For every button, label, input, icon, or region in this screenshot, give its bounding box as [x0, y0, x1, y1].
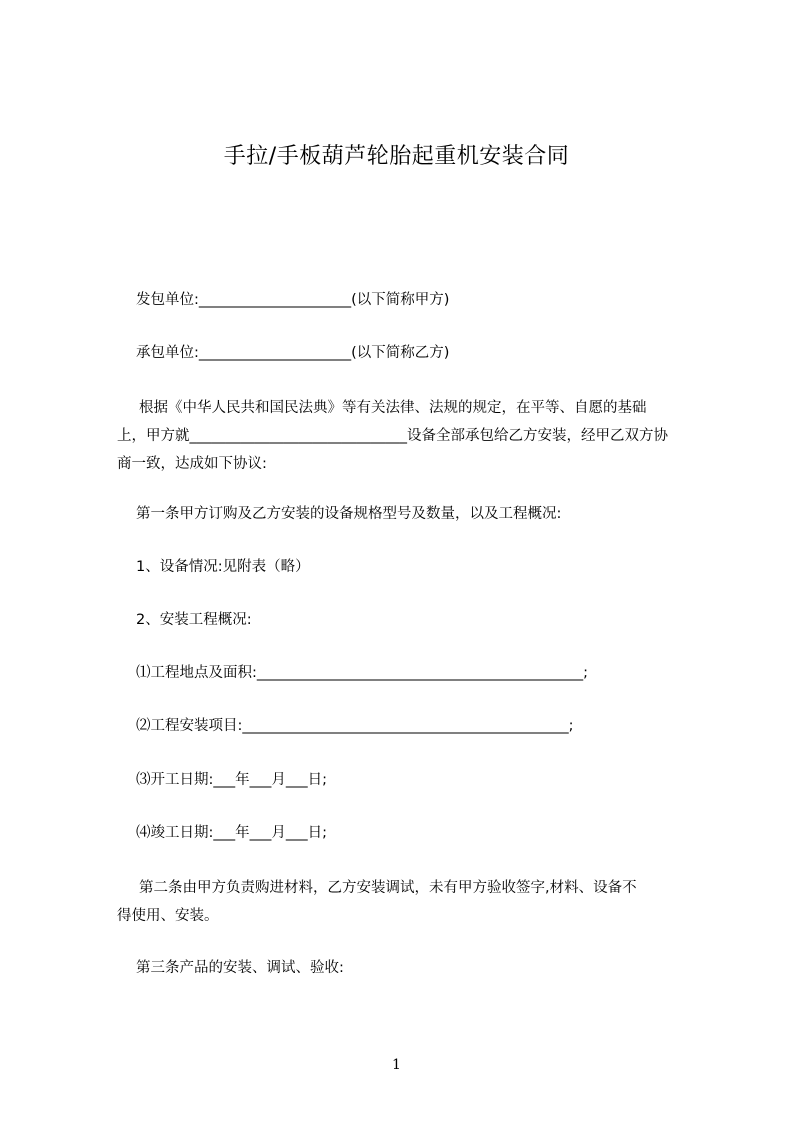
intro-paragraph [117, 394, 717, 478]
article-2-line-1: 第二条由甲方负责购进材料，乙方安装调试，未有甲方验收签字,材料、设备不 [139, 880, 637, 896]
sub-item-2: ⑵工程安装项目:_____________________________________________; [136, 718, 574, 734]
item-1: 1、设备情况:见附表（略） [136, 559, 310, 575]
article-2-paragraph [117, 874, 717, 930]
sub-item-4: ⑷竣工日期:___年___月___日; [136, 825, 328, 841]
party-a-line: 发包单位:_____________________(以下简称甲方) [136, 292, 450, 308]
sub-item-3: ⑶开工日期:___年___月___日; [136, 772, 328, 788]
intro-line-3: 商一致，达成如下协议: [117, 456, 267, 472]
document-title: 手拉/手板葫芦轮胎起重机安装合同 [223, 144, 570, 169]
page-number: 1 [392, 1057, 401, 1073]
article-2-line-2: 得使用、安装。 [117, 908, 219, 924]
sub-item-1: ⑴工程地点及面积:_____________________________________________; [136, 665, 589, 681]
intro-line-2: 上，甲方就______________________________设备全部承包给乙方安装，经甲乙双方协 [117, 428, 668, 444]
item-2: 2、安装工程概况: [136, 612, 252, 628]
intro-line-1: 根据《中华人民共和国民法典》等有关法律、法规的规定，在平等、自愿的基础 [139, 400, 647, 416]
article-1-heading: 第一条甲方订购及乙方安装的设备规格型号及数量，以及工程概况: [136, 506, 562, 522]
party-b-line: 承包单位:_____________________(以下简称乙方) [136, 345, 450, 361]
article-3-heading: 第三条产品的安装、调试、验收: [136, 960, 344, 976]
